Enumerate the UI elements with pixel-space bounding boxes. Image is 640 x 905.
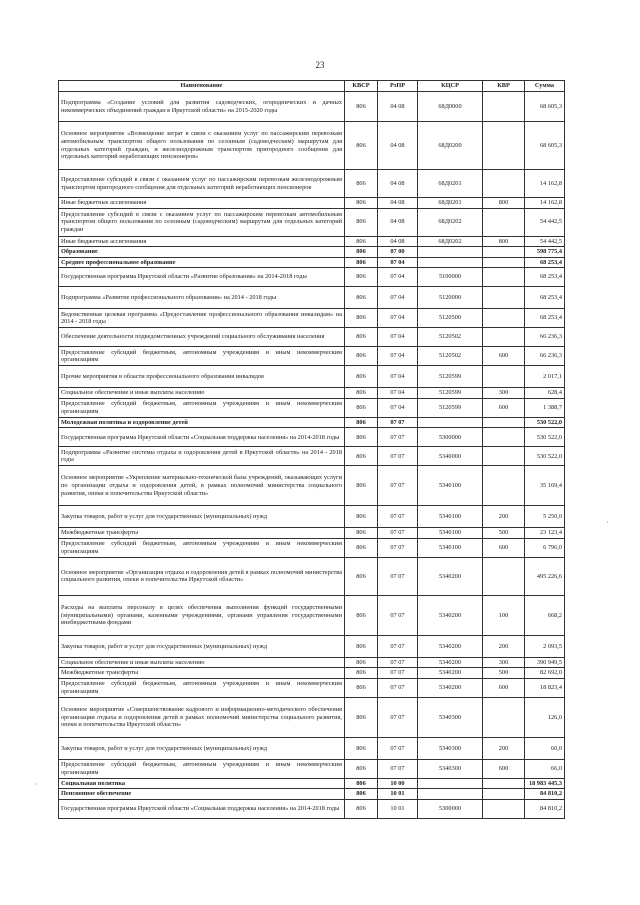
cell-kvsr: 806	[345, 557, 378, 595]
cell-kvr	[483, 247, 525, 258]
table-row	[59, 398, 565, 417]
table-row	[59, 122, 565, 170]
cell-kvsr: 806	[345, 257, 378, 268]
cell-rzpr: 07 07	[378, 759, 418, 778]
cell-rzpr: 10 00	[378, 778, 418, 789]
cell-kvsr: 806	[345, 287, 378, 309]
table-row	[59, 447, 565, 466]
cell-kvsr: 806	[345, 268, 378, 287]
cell-rzpr: 07 07	[378, 557, 418, 595]
cell-kvr	[483, 697, 525, 737]
cell-kvr: 300	[483, 657, 525, 668]
table-row	[59, 635, 565, 657]
cell-rzpr: 07 04	[378, 366, 418, 388]
cell-sum: 60,0	[525, 737, 565, 759]
cell-sum: 390 949,5	[525, 657, 565, 668]
cell-name: Закупка товаров, работ и услуг для государственных (муниципальных) нужд	[59, 506, 345, 528]
cell-kcsr	[418, 417, 483, 428]
cell-sum: 66,0	[525, 759, 565, 778]
cell-kvr: 600	[483, 398, 525, 417]
cell-name: Подпрограмма «Развитие профессионального образования» на 2014 - 2018 годы	[59, 287, 345, 309]
cell-kvsr: 806	[345, 417, 378, 428]
cell-name: Ведомственная целевая программа «Предоставление профессионального образования инвалидам» на 2014 - 2018 годы	[59, 309, 345, 328]
margin-mark: ·	[34, 780, 37, 789]
cell-kvsr: 806	[345, 198, 378, 209]
cell-rzpr: 07 07	[378, 737, 418, 759]
cell-kcsr: 5120000	[418, 287, 483, 309]
cell-sum: 530 522,0	[525, 428, 565, 447]
table-row	[59, 287, 565, 309]
cell-kvr: 500	[483, 668, 525, 679]
cell-sum: 23 123,4	[525, 528, 565, 539]
cell-name: Подпрограмма «Создание условий для развития садоводческих, огороднических и дачных некоммерческих объединений граждан в Иркутской области» на 2015-2020 годы	[59, 92, 345, 122]
cell-sum: 18 823,4	[525, 678, 565, 697]
cell-rzpr: 07 07	[378, 466, 418, 506]
cell-kcsr: 5120599	[418, 388, 483, 399]
cell-kcsr: 68Д0000	[418, 92, 483, 122]
cell-sum: 66 236,3	[525, 347, 565, 366]
cell-name: Закупка товаров, работ и услуг для государственных (муниципальных) нужд	[59, 635, 345, 657]
cell-kvsr: 806	[345, 668, 378, 679]
cell-kvr	[483, 366, 525, 388]
cell-rzpr: 07 07	[378, 697, 418, 737]
cell-kcsr: 5120502	[418, 347, 483, 366]
cell-kvsr: 806	[345, 309, 378, 328]
cell-sum: 2 017,1	[525, 366, 565, 388]
cell-kcsr: 5300000	[418, 800, 483, 819]
cell-kvr	[483, 170, 525, 198]
cell-sum: 68 253,4	[525, 268, 565, 287]
cell-kvr: 600	[483, 538, 525, 557]
cell-sum: 598 775,4	[525, 247, 565, 258]
cell-kvr	[483, 287, 525, 309]
table-row	[59, 538, 565, 557]
table-row	[59, 247, 565, 258]
cell-sum: 14 162,8	[525, 198, 565, 209]
cell-name: Пенсионное обеспечение	[59, 789, 345, 800]
table-row	[59, 268, 565, 287]
cell-sum: 668,2	[525, 595, 565, 635]
cell-sum: 68 253,4	[525, 287, 565, 309]
cell-rzpr: 07 07	[378, 528, 418, 539]
table-row	[59, 328, 565, 347]
column-header-sum: Сумма	[525, 81, 565, 92]
cell-kvsr: 806	[345, 506, 378, 528]
table-row	[59, 417, 565, 428]
cell-kcsr: 5120500	[418, 309, 483, 328]
cell-rzpr: 07 07	[378, 428, 418, 447]
cell-kvr: 200	[483, 737, 525, 759]
cell-sum: 495 226,6	[525, 557, 565, 595]
table-row	[59, 800, 565, 819]
cell-kvr	[483, 800, 525, 819]
cell-kvsr: 806	[345, 538, 378, 557]
cell-kcsr: 5300000	[418, 428, 483, 447]
cell-kvsr: 806	[345, 595, 378, 635]
cell-kvr	[483, 328, 525, 347]
cell-name: Расходы на выплаты персоналу в целях обеспечения выполнения функций государственными (муниципальными) органами, казенными учреждениями, органами управления государственными внебюджетными фондами	[59, 595, 345, 635]
cell-kvr	[483, 92, 525, 122]
cell-kvsr: 806	[345, 778, 378, 789]
cell-kcsr: 5340200	[418, 668, 483, 679]
cell-rzpr: 10 01	[378, 789, 418, 800]
cell-rzpr: 07 07	[378, 635, 418, 657]
cell-name: Предоставление субсидий бюджетным, автономным учреждениям и иным некоммерческим организациям	[59, 759, 345, 778]
cell-kvsr: 806	[345, 697, 378, 737]
table-row	[59, 428, 565, 447]
cell-kcsr: 5120502	[418, 328, 483, 347]
cell-rzpr: 07 07	[378, 668, 418, 679]
cell-name: Государственная программа Иркутской области «Социальная поддержка населения» на 2014-2018 годы	[59, 800, 345, 819]
cell-kcsr: 5340200	[418, 595, 483, 635]
cell-kvr: 800	[483, 236, 525, 247]
cell-kvr: 600	[483, 759, 525, 778]
cell-kcsr: 5340100	[418, 506, 483, 528]
cell-sum: 5 250,0	[525, 506, 565, 528]
cell-rzpr: 04 08	[378, 198, 418, 209]
cell-kvsr: 806	[345, 789, 378, 800]
cell-kcsr	[418, 778, 483, 789]
cell-rzpr: 07 07	[378, 678, 418, 697]
cell-kcsr: 5340200	[418, 557, 483, 595]
table-row	[59, 309, 565, 328]
cell-kvr: 100	[483, 595, 525, 635]
cell-name: Среднее профессиональное образование	[59, 257, 345, 268]
cell-name: Предоставление субсидий в связи с оказанием услуг по пассажирским перевозкам железнодорожным транспортом пригородного сообщения для отдельных категорий неработающих пенсионеров	[59, 170, 345, 198]
cell-name: Прочие мероприятия в области профессионального образования инвалидов	[59, 366, 345, 388]
cell-rzpr: 07 07	[378, 538, 418, 557]
table-row	[59, 198, 565, 209]
cell-kvsr: 806	[345, 657, 378, 668]
cell-rzpr: 07 04	[378, 398, 418, 417]
cell-kcsr: 68Д0201	[418, 198, 483, 209]
column-header-rzpr: РзПР	[378, 81, 418, 92]
cell-sum: 82 692,0	[525, 668, 565, 679]
table-row	[59, 366, 565, 388]
table-row	[59, 778, 565, 789]
cell-sum: 68 605,3	[525, 92, 565, 122]
table-row	[59, 92, 565, 122]
cell-rzpr: 07 07	[378, 447, 418, 466]
cell-rzpr: 07 07	[378, 506, 418, 528]
table-row	[59, 668, 565, 679]
cell-rzpr: 04 08	[378, 208, 418, 236]
cell-sum: 18 983 445,3	[525, 778, 565, 789]
table-row	[59, 657, 565, 668]
cell-kvr: 600	[483, 347, 525, 366]
cell-sum: 628,4	[525, 388, 565, 399]
cell-name: Иные бюджетные ассигнования	[59, 198, 345, 209]
cell-name: Межбюджетные трансферты	[59, 668, 345, 679]
cell-sum: 14 162,8	[525, 170, 565, 198]
table-header-row	[59, 81, 565, 92]
table-row	[59, 170, 565, 198]
column-header-name: Наименование	[59, 81, 345, 92]
cell-rzpr: 07 04	[378, 328, 418, 347]
table-row	[59, 789, 565, 800]
cell-kvr	[483, 257, 525, 268]
cell-rzpr: 04 08	[378, 170, 418, 198]
cell-sum: 530 522,0	[525, 417, 565, 428]
cell-kcsr: 5340100	[418, 538, 483, 557]
cell-kvsr: 806	[345, 759, 378, 778]
cell-kvr: 200	[483, 635, 525, 657]
cell-name: Закупка товаров, работ и услуг для государственных (муниципальных) нужд	[59, 737, 345, 759]
cell-sum: 54 442,5	[525, 208, 565, 236]
cell-kvr	[483, 778, 525, 789]
cell-sum: 2 093,5	[525, 635, 565, 657]
cell-name: Предоставление субсидий бюджетным, автономным учреждениям и иным некоммерческим организациям	[59, 398, 345, 417]
cell-name: Предоставление субсидий бюджетным, автономным учреждениям и иным некоммерческим организациям	[59, 538, 345, 557]
cell-sum: 6 796,0	[525, 538, 565, 557]
cell-kvr: 600	[483, 678, 525, 697]
table-row	[59, 388, 565, 399]
cell-kcsr: 5340100	[418, 466, 483, 506]
cell-rzpr: 04 08	[378, 92, 418, 122]
column-header-kcsr: КЦСР	[418, 81, 483, 92]
cell-kvr	[483, 789, 525, 800]
cell-kvsr: 806	[345, 737, 378, 759]
cell-rzpr: 07 04	[378, 388, 418, 399]
cell-kcsr: 5340300	[418, 697, 483, 737]
cell-kcsr: 68Д0202	[418, 208, 483, 236]
cell-kvr: 300	[483, 388, 525, 399]
cell-kvsr: 806	[345, 366, 378, 388]
cell-kvsr: 806	[345, 800, 378, 819]
cell-kvr	[483, 268, 525, 287]
table-row	[59, 506, 565, 528]
cell-kvsr: 806	[345, 447, 378, 466]
cell-kvr	[483, 428, 525, 447]
cell-rzpr: 07 04	[378, 309, 418, 328]
cell-kvsr: 806	[345, 388, 378, 399]
cell-rzpr: 07 07	[378, 657, 418, 668]
cell-kvsr: 806	[345, 528, 378, 539]
cell-rzpr: 07 04	[378, 287, 418, 309]
column-header-kvr: КВР	[483, 81, 525, 92]
table-row	[59, 347, 565, 366]
cell-sum: 35 169,4	[525, 466, 565, 506]
table-row	[59, 257, 565, 268]
table-row	[59, 737, 565, 759]
cell-kvr	[483, 447, 525, 466]
cell-kcsr	[418, 247, 483, 258]
cell-name: Государственная программа Иркутской области «Развитие образования» на 2014-2018 годы	[59, 268, 345, 287]
cell-kvsr: 806	[345, 428, 378, 447]
cell-kcsr	[418, 789, 483, 800]
cell-kvr	[483, 557, 525, 595]
table-row	[59, 697, 565, 737]
cell-sum: 1 388,7	[525, 398, 565, 417]
cell-sum: 68 253,4	[525, 257, 565, 268]
cell-kvsr: 806	[345, 170, 378, 198]
table-row	[59, 466, 565, 506]
table-row	[59, 208, 565, 236]
cell-kvsr: 806	[345, 92, 378, 122]
cell-sum: 126,0	[525, 697, 565, 737]
cell-name: Обеспечение деятельности подведомственных учреждений социального обслуживания населения	[59, 328, 345, 347]
cell-name: Социальное обеспечение и иные выплаты населению	[59, 657, 345, 668]
cell-name: Предоставление субсидий бюджетным, автономным учреждениям и иным некоммерческим организациям	[59, 678, 345, 697]
table-row	[59, 678, 565, 697]
cell-name: Межбюджетные трансферты	[59, 528, 345, 539]
cell-rzpr: 04 08	[378, 122, 418, 170]
margin-mark: ·	[606, 518, 609, 527]
cell-kvsr: 806	[345, 236, 378, 247]
cell-sum: 84 810,2	[525, 800, 565, 819]
cell-name: Основное мероприятие «Укрепление материально-технической базы учреждений, оказывающих услуги по организации отдыха и оздоровления детей, в рамках полномочий министерства социального развития, опеки и попечительства Иркутской области»	[59, 466, 345, 506]
cell-sum: 54 442,5	[525, 236, 565, 247]
cell-kcsr: 5340200	[418, 657, 483, 668]
cell-name: Предоставление субсидий бюджетным, автономным учреждениям и иным некоммерческим организациям	[59, 347, 345, 366]
cell-kvr: 500	[483, 528, 525, 539]
cell-kcsr	[418, 257, 483, 268]
table-row	[59, 528, 565, 539]
cell-name: Образование	[59, 247, 345, 258]
cell-sum: 84 810,2	[525, 789, 565, 800]
cell-name: Основное мероприятие «Возмещение затрат в связи с оказанием услуг по пассажирским перевозкам автомобильным транспортом общего пользования по сезонным (садоводческим) маршрутам для отдельных категорий граждан, и железнодорожным транспортом пригородного сообщения для отдельных категорий неработающих пенсионеров»	[59, 122, 345, 170]
cell-kvr	[483, 208, 525, 236]
cell-kvsr: 806	[345, 635, 378, 657]
cell-kcsr: 5340300	[418, 759, 483, 778]
column-header-kvsr: КВСР	[345, 81, 378, 92]
cell-kcsr: 5120599	[418, 398, 483, 417]
cell-kcsr: 68Д0200	[418, 122, 483, 170]
cell-kvsr: 806	[345, 247, 378, 258]
table-row	[59, 759, 565, 778]
cell-kvsr: 806	[345, 398, 378, 417]
table-body	[59, 92, 565, 819]
cell-kvr	[483, 417, 525, 428]
cell-kcsr: 5340200	[418, 635, 483, 657]
cell-rzpr: 07 07	[378, 417, 418, 428]
cell-rzpr: 04 08	[378, 236, 418, 247]
cell-kcsr: 5340000	[418, 447, 483, 466]
cell-kvsr: 806	[345, 208, 378, 236]
cell-kcsr: 68Д0202	[418, 236, 483, 247]
cell-kcsr: 5100000	[418, 268, 483, 287]
cell-kcsr: 5340100	[418, 528, 483, 539]
cell-sum: 66 236,3	[525, 328, 565, 347]
cell-kvsr: 806	[345, 678, 378, 697]
cell-name: Социальная политика	[59, 778, 345, 789]
cell-kcsr: 5340300	[418, 737, 483, 759]
table-row	[59, 236, 565, 247]
page-number: 23	[315, 60, 325, 70]
cell-kvsr: 806	[345, 328, 378, 347]
cell-name: Основное мероприятие «Совершенствование кадрового и информационно-методического обеспечения организации отдыха и оздоровления детей в рамках полномочий министерства социального развития, опеки и попечительства Иркутской области»	[59, 697, 345, 737]
cell-kcsr: 5340200	[418, 678, 483, 697]
cell-kvsr: 806	[345, 347, 378, 366]
cell-kvr: 200	[483, 506, 525, 528]
cell-name: Иные бюджетные ассигнования	[59, 236, 345, 247]
table-row	[59, 595, 565, 635]
cell-kcsr: 5120599	[418, 366, 483, 388]
cell-sum: 68 253,4	[525, 309, 565, 328]
cell-name: Подпрограмма «Развитие системы отдыха и оздоровления детей в Иркутской области» на 2014 - 2018 годы	[59, 447, 345, 466]
cell-name: Основное мероприятие «Организация отдыха и оздоровления детей в рамках полномочий министерства социального развития, опеки и попечительства Иркутской области»	[59, 557, 345, 595]
cell-name: Молодежная политика и оздоровление детей	[59, 417, 345, 428]
cell-rzpr: 07 04	[378, 268, 418, 287]
cell-rzpr: 07 04	[378, 257, 418, 268]
cell-kvsr: 806	[345, 466, 378, 506]
cell-kvr: 800	[483, 198, 525, 209]
cell-rzpr: 10 01	[378, 800, 418, 819]
cell-kvsr: 806	[345, 122, 378, 170]
cell-sum: 68 605,3	[525, 122, 565, 170]
cell-kcsr: 68Д0201	[418, 170, 483, 198]
cell-name: Социальное обеспечение и иные выплаты населению	[59, 388, 345, 399]
cell-rzpr: 07 00	[378, 247, 418, 258]
cell-kvr	[483, 122, 525, 170]
cell-name: Государственная программа Иркутской области «Социальная поддержка населения» на 2014-2018 годы	[59, 428, 345, 447]
table-row	[59, 557, 565, 595]
cell-rzpr: 07 04	[378, 347, 418, 366]
cell-kvr	[483, 309, 525, 328]
cell-sum: 530 522,0	[525, 447, 565, 466]
cell-kvr	[483, 466, 525, 506]
cell-rzpr: 07 07	[378, 595, 418, 635]
budget-table	[58, 80, 565, 819]
cell-name: Предоставление субсидий в связи с оказанием услуг по пассажирским перевозкам автомобильным транспортом общего пользования по сезонным (садоводческим) маршрутам для отдельных категорий граждан	[59, 208, 345, 236]
